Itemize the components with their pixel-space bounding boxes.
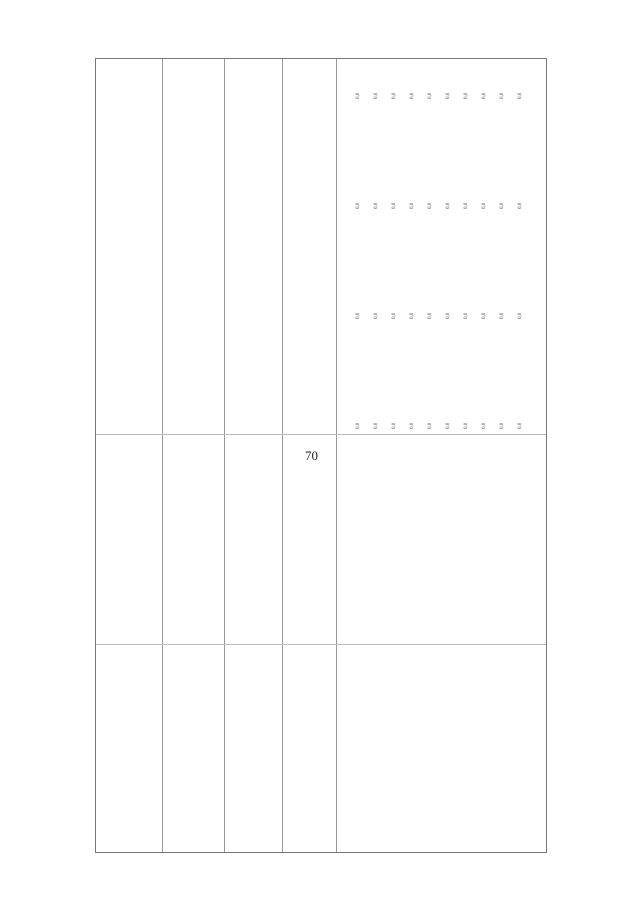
zero-value-cell: 0,0 bbox=[392, 312, 397, 319]
zero-value-cell: 0,0 bbox=[464, 422, 469, 429]
zero-value-cell: 0,0 bbox=[446, 92, 451, 99]
zero-value-cell: 0,0 bbox=[518, 92, 523, 99]
zero-value-cell: 0,0 bbox=[410, 92, 415, 99]
zero-value-cell: 0,0 bbox=[356, 422, 361, 429]
zero-value-cell: 0,0 bbox=[374, 422, 379, 429]
zero-value-cell: 0,0 bbox=[482, 422, 487, 429]
zero-value-cell: 0,0 bbox=[392, 422, 397, 429]
zero-value-cell: 0,0 bbox=[518, 312, 523, 319]
zero-value-cell: 0,0 bbox=[518, 202, 523, 209]
zero-value-cell: 0,0 bbox=[482, 312, 487, 319]
zero-value-cell: 0,0 bbox=[446, 422, 451, 429]
zero-value-cell: 0,0 bbox=[518, 422, 523, 429]
zero-value-cell: 0,0 bbox=[356, 202, 361, 209]
zero-value-cell: 0,0 bbox=[482, 92, 487, 99]
zero-value-cell: 0,0 bbox=[500, 312, 505, 319]
zero-value-cell: 0,0 bbox=[428, 422, 433, 429]
zero-value-cell: 0,0 bbox=[392, 202, 397, 209]
zero-value-cell: 0,0 bbox=[464, 312, 469, 319]
zero-value-cell: 0,0 bbox=[446, 202, 451, 209]
zero-value-cell: 0,0 bbox=[500, 92, 505, 99]
zero-value-cell: 0,0 bbox=[392, 92, 397, 99]
zero-value-cell: 0,0 bbox=[356, 92, 361, 99]
zero-value-cell: 0,0 bbox=[428, 92, 433, 99]
zero-value-cell: 0,0 bbox=[410, 422, 415, 429]
zero-value-cell: 0,0 bbox=[374, 202, 379, 209]
zero-value-cell: 0,0 bbox=[374, 92, 379, 99]
zero-value-cell: 0,0 bbox=[374, 312, 379, 319]
zero-value-cell: 0,0 bbox=[446, 312, 451, 319]
zero-value-cell: 0,0 bbox=[428, 202, 433, 209]
zero-value-cell: 0,0 bbox=[500, 422, 505, 429]
zero-value-cell: 0,0 bbox=[464, 92, 469, 99]
page-number: 70 bbox=[305, 448, 318, 463]
rotated-budget-table bbox=[95, 58, 547, 853]
zero-value-cell: 0,0 bbox=[410, 202, 415, 209]
zero-value-cell: 0,0 bbox=[356, 312, 361, 319]
zero-value-cell: 0,0 bbox=[482, 202, 487, 209]
zero-value-cell: 0,0 bbox=[428, 312, 433, 319]
zero-value-cell: 0,0 bbox=[410, 312, 415, 319]
zero-value-cell: 0,0 bbox=[464, 202, 469, 209]
zero-value-cell: 0,0 bbox=[500, 202, 505, 209]
